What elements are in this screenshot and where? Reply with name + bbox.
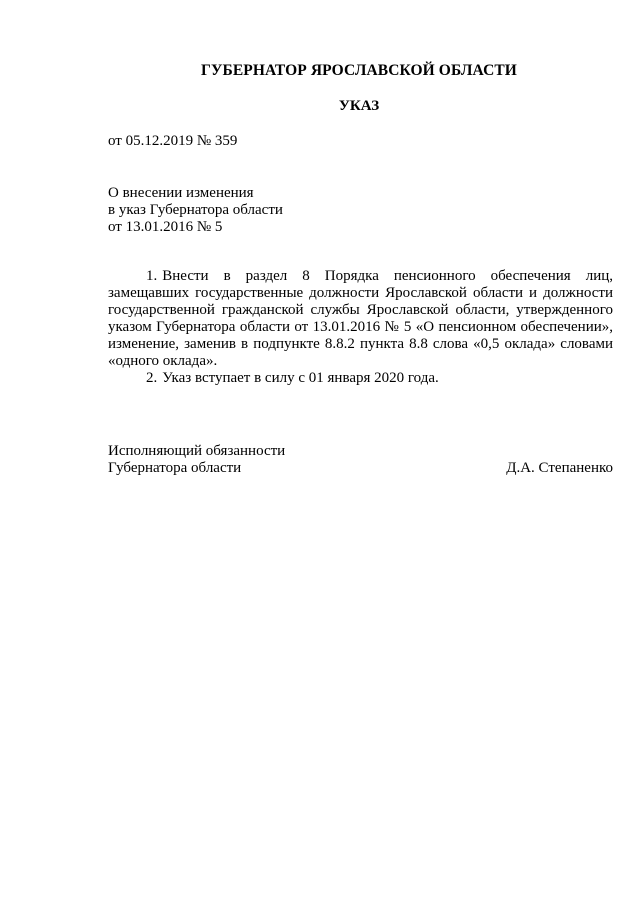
body-paragraph-1 (108, 268, 613, 370)
document-date-number: от 05.12.2019 № 359 (108, 133, 238, 149)
signature-row (108, 460, 613, 477)
paragraph-text: Указ вступает в силу с 01 января 2020 года. (162, 370, 439, 386)
document-type: УКАЗ (338, 98, 380, 114)
paragraph-text: Внести в раздел 8 Порядка пенсионного обеспечения лиц, замещавших государственные должности Ярославской области и должности государственной гражданской службы Ярославской области, утвержденного указом Губернатора области от 13.01.2016 № 5 «О пенсионном обеспечении», изменение, заменив в подпункте 8.8.2 пункта 8.8 слова «0,5 оклада» словами «одного оклада». (108, 268, 613, 369)
subject-line: в указ Губернатора области (108, 202, 283, 218)
body-paragraph-2 (108, 370, 613, 387)
subject-line: от 13.01.2016 № 5 (108, 219, 223, 235)
paragraph-number: 1. (146, 268, 158, 284)
document-body (108, 268, 613, 387)
signature-block (108, 443, 613, 477)
signatory-position-line-1: Исполняющий обязанности (108, 443, 286, 459)
paragraph-number: 2. (146, 370, 158, 386)
signatory-name: Д.А. Степаненко (506, 460, 613, 476)
document-subject (108, 185, 283, 236)
signatory-position-line-2: Губернатора области (108, 460, 242, 476)
subject-line: О внесении изменения (108, 185, 254, 201)
organization-title: ГУБЕРНАТОР ЯРОСЛАВСКОЙ ОБЛАСТИ (201, 62, 517, 79)
